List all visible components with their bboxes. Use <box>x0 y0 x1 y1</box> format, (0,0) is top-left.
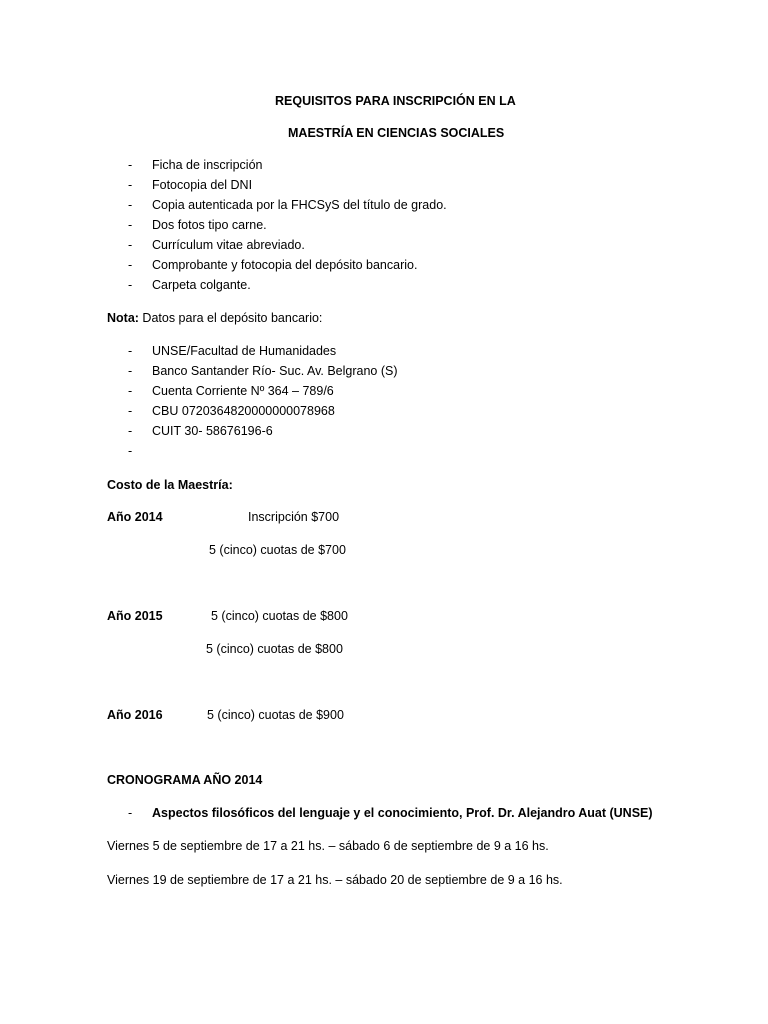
bullet-dash: - <box>128 258 133 272</box>
year-2015-label: Año 2015 <box>107 609 163 623</box>
schedule-line: Viernes 19 de septiembre de 17 a 21 hs. – sábado 20 de septiembre de 9 a 16 hs. <box>107 873 563 887</box>
bullet-dash: - <box>128 278 133 292</box>
bullet-dash: - <box>128 404 133 418</box>
requisito-item: Carpeta colgante. <box>152 278 251 292</box>
bullet-dash: - <box>128 806 133 820</box>
deposito-item: UNSE/Facultad de Humanidades <box>152 344 337 358</box>
nota-text: Datos para el depósito bancario: <box>138 311 323 325</box>
bullet-dash: - <box>128 178 133 192</box>
nota-line <box>107 310 322 326</box>
deposito-item: Cuenta Corriente Nº 364 – 789/6 <box>152 384 334 398</box>
costo-heading: Costo de la Maestría: <box>107 478 233 492</box>
requisito-item: Fotocopia del DNI <box>152 178 253 192</box>
deposito-item: CBU 0720364820000000078968 <box>152 404 335 418</box>
bullet-dash: - <box>128 384 133 398</box>
bullet-dash: - <box>128 424 133 438</box>
requisito-item: Currículum vitae abreviado. <box>152 238 305 252</box>
deposito-item: CUIT 30- 58676196-6 <box>152 424 273 438</box>
inscripcion-2014: Inscripción $700 <box>248 510 340 524</box>
year-2016-label: Año 2016 <box>107 708 163 722</box>
cuotas-2016: 5 (cinco) cuotas de $900 <box>207 708 344 722</box>
requisito-item: Comprobante y fotocopia del depósito bancario. <box>152 258 418 272</box>
requisito-item: Dos fotos tipo carne. <box>152 218 267 232</box>
bullet-dash: - <box>128 218 133 232</box>
bullet-dash: - <box>128 158 133 172</box>
year-2014-label: Año 2014 <box>107 510 163 524</box>
requisito-item: Ficha de inscripción <box>152 158 263 172</box>
cuotas-2015-second: 5 (cinco) cuotas de $800 <box>206 642 343 656</box>
title-line-1: REQUISITOS PARA INSCRIPCIÓN EN LA <box>275 94 516 108</box>
bullet-dash: - <box>128 344 133 358</box>
nota-label: Nota: <box>107 311 139 325</box>
deposito-item: Banco Santander Río- Suc. Av. Belgrano (S) <box>152 364 398 378</box>
bullet-dash: - <box>128 444 133 458</box>
bullet-dash: - <box>128 364 133 378</box>
schedule-line: Viernes 5 de septiembre de 17 a 21 hs. – sábado 6 de septiembre de 9 a 16 hs. <box>107 839 549 853</box>
course-title: Aspectos filosóficos del lenguaje y el conocimiento, Prof. Dr. Alejandro Auat (UNSE) <box>152 806 653 820</box>
requisito-item: Copia autenticada por la FHCSyS del título de grado. <box>152 198 447 212</box>
bullet-dash: - <box>128 198 133 212</box>
cuotas-2015-first: 5 (cinco) cuotas de $800 <box>211 609 348 623</box>
cuotas-2014: 5 (cinco) cuotas de $700 <box>209 543 346 557</box>
bullet-dash: - <box>128 238 133 252</box>
title-line-2: MAESTRÍA EN CIENCIAS SOCIALES <box>288 126 505 140</box>
cronograma-heading: CRONOGRAMA AÑO 2014 <box>107 773 263 787</box>
